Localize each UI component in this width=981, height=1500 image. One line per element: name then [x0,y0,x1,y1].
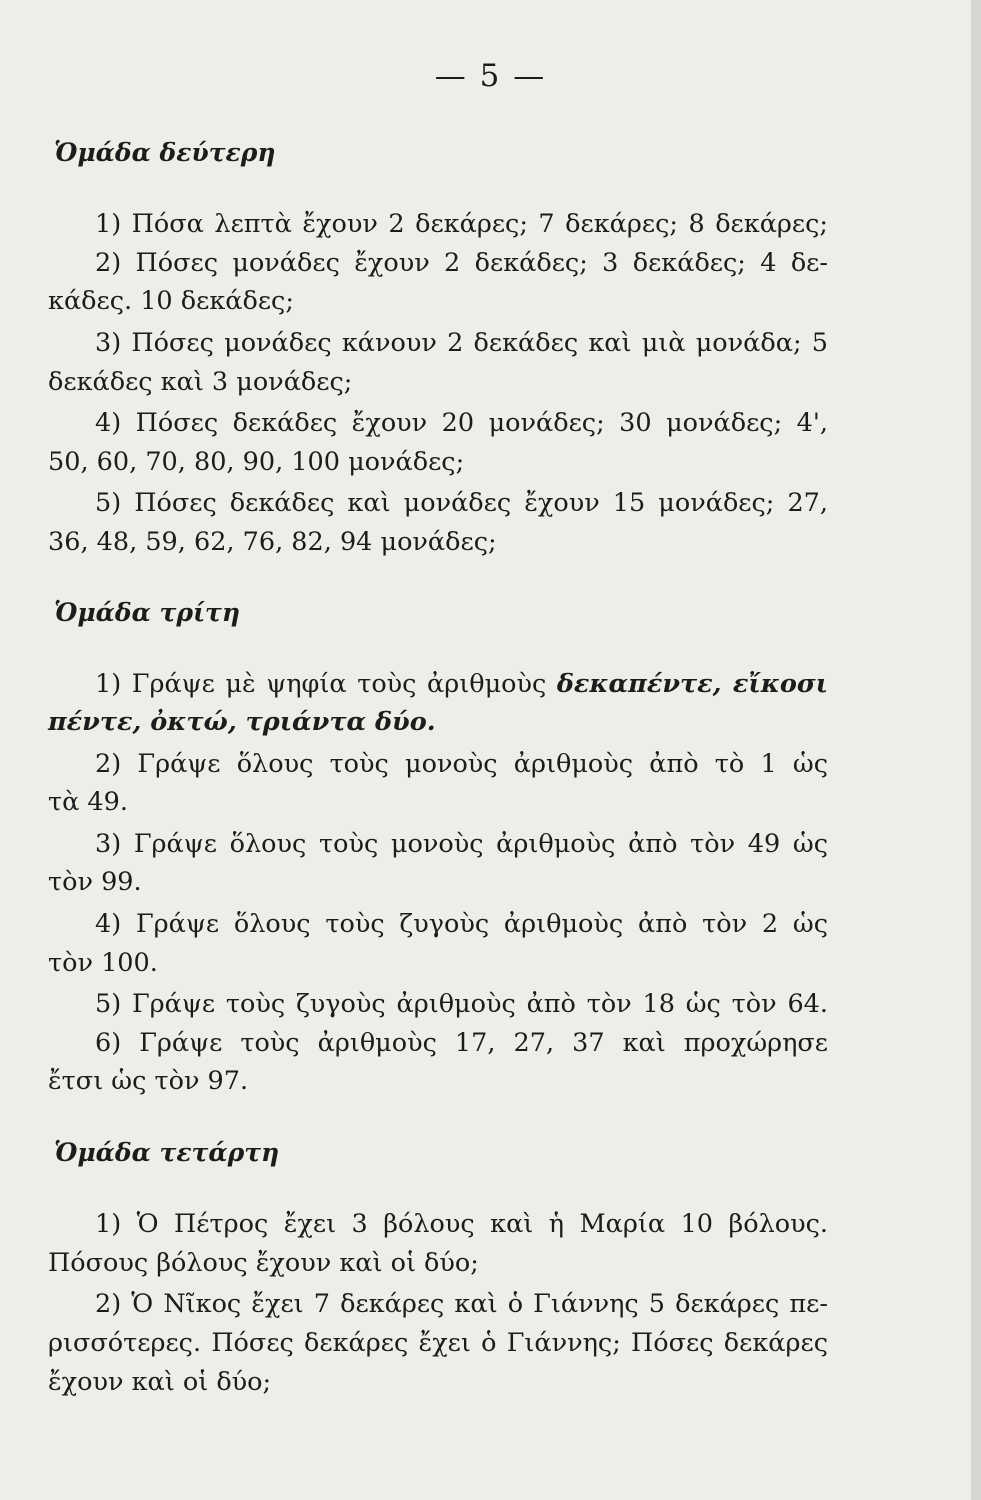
third-q1-bold-words: δεκαπέντε, εἴκοσι [556,669,829,699]
third-q3-line1: 3) Γράψε ὅλους τοὺς μονοὺς ἀριθμοὺς ἀπὸ τὸν 49 ὡς [95,829,828,859]
page-number: — 5 — [434,58,547,94]
second-q4-line1: 4) Πόσες δεκάδες ἔχουν 20 μονάδες; 30 μονάδες; 4', [95,408,828,438]
third-q1-plain: 1) Γράψε μὲ ψηφία τοὺς ἀριθμοὺς [95,669,547,699]
second-q2-line2: κάδες. 10 δεκάδες; [48,286,294,316]
second-q5-line1: 5) Πόσες δεκάδες καὶ μονάδες ἔχουν 15 μονάδες; 27, [95,488,828,518]
second-q5-line2: 36, 48, 59, 62, 76, 82, 94 μονάδες; [48,527,497,557]
page-edge [971,0,981,1500]
third-q1-line2 [48,707,828,737]
third-q4-line1: 4) Γράψε ὅλους τοὺς ζυγοὺς ἀριθμοὺς ἀπὸ τὸν 2 ὡς [95,909,828,939]
fourth-q1-line1: 1) Ὁ Πέτρος ἔχει 3 βόλους καὶ ἡ Μαρία 10 βόλους. [95,1209,828,1239]
second-q3-line2: δεκάδες καὶ 3 μονάδες; [48,367,353,397]
third-q6-line1: 6) Γράψε τοὺς ἀριθμοὺς 17, 27, 37 καὶ προχώρησε [95,1028,828,1058]
fourth-q2-line3: ἔχουν καὶ οἱ δύο; [48,1367,272,1397]
second-q4-line2: 50, 60, 70, 80, 90, 100 μονάδες; [48,447,465,477]
third-q1-line1 [48,669,829,699]
fourth-q2-line2: ρισσότερες. Πόσες δεκάρες ἔχει ὁ Γιάννης; Πόσες δεκάρες [48,1328,828,1358]
second-q3-line1: 3) Πόσες μονάδες κάνουν 2 δεκάδες καὶ μιὰ μονάδα; 5 [95,328,828,358]
group-third-heading: Ὁμάδα τρίτη [54,598,241,627]
group-second-heading: Ὁμάδα δεύτερη [54,138,276,167]
second-q1: 1) Πόσα λεπτὰ ἔχουν 2 δεκάρες; 7 δεκάρες; 8 δεκάρες; [95,209,828,239]
third-q4-line2: τὸν 100. [48,948,158,978]
third-q1-bold-words-2: πέντε, ὀκτώ, τριάντα δύο. [48,707,436,737]
third-q5: 5) Γράψε τοὺς ζυγοὺς ἀριθμοὺς ἀπὸ τὸν 18 ὡς τὸν 64. [95,989,828,1019]
fourth-q2-line1: 2) Ὁ Νῖκος ἔχει 7 δεκάρες καὶ ὁ Γιάννης 5 δεκάρες πε- [95,1289,828,1319]
third-q2-line2: τὰ 49. [48,787,128,817]
group-fourth-heading: Ὁμάδα τετάρτη [54,1138,280,1167]
third-q2-line1: 2) Γράψε ὅλους τοὺς μονοὺς ἀριθμοὺς ἀπὸ τὸ 1 ὡς [95,749,828,779]
third-q3-line2: τὸν 99. [48,867,142,897]
fourth-q1-line2: Πόσους βόλους ἔχουν καὶ οἱ δύο; [48,1248,479,1278]
second-q2-line1: 2) Πόσες μονάδες ἔχουν 2 δεκάδες; 3 δεκάδες; 4 δε- [95,248,828,278]
third-q6-line2: ἔτσι ὡς τὸν 97. [48,1066,249,1096]
